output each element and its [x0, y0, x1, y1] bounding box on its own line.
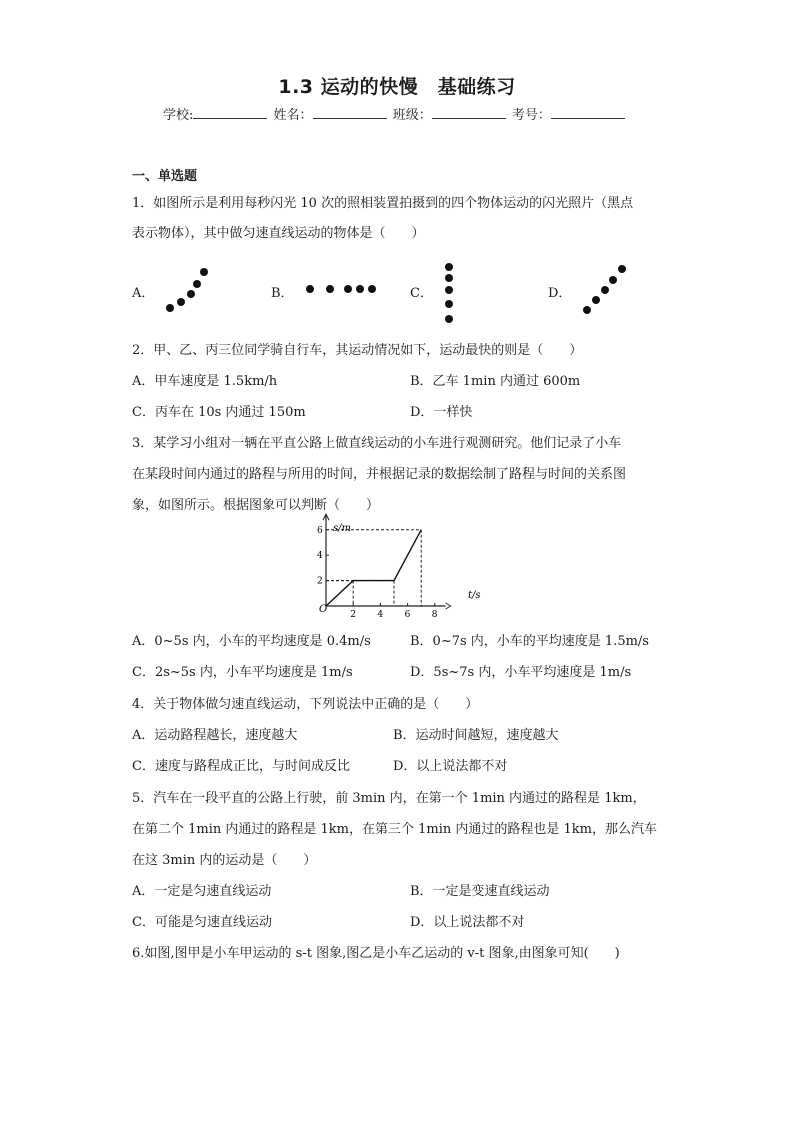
s-t-line — [326, 530, 421, 606]
q5-line2: 在第二个 1min 内通过的路程是 1km，在第三个 1min 内通过的路程也是 1km，那么汽车 — [132, 822, 658, 837]
q3-option-d[interactable]: D．5s~7s 内，小车平均速度是 1m/s — [410, 665, 632, 680]
q1-line1: 1．如图所示是利用每秒闪光 10 次的照相装置拍摄到的四个物体运动的闪光照片（黑点 — [132, 196, 634, 211]
q4-option-c[interactable]: C．速度与路程成正比，与时间成反比 — [132, 759, 350, 774]
q2-stem: 2．甲、乙、丙三位同学骑自行车，其运动情况如下，运动最快的则是（ ） — [132, 343, 583, 358]
y-tick-label: 2 — [317, 576, 323, 587]
y-tick-label: 6 — [317, 525, 323, 536]
y-axis-label: s/m — [333, 523, 351, 534]
x-axis-arrow — [446, 603, 451, 609]
q5-line1: 5．汽车在一段平直的公路上行驶，前 3min 内，在第一个 1min 内通过的路程是 1km， — [132, 791, 646, 806]
q1-line2: 表示物体），其中做匀速直线运动的物体是（ ） — [132, 226, 425, 241]
q6-stem: 6.如图,图甲是小车甲运动的 s-t 图象,图乙是小车乙运动的 v-t 图象,由图象可知( ) — [132, 946, 620, 961]
q3-option-c[interactable]: C．2s~5s 内，小车平均速度是 1m/s — [132, 665, 353, 680]
q2-option-c[interactable]: C．丙车在 10s 内通过 150m — [132, 405, 306, 420]
exam-no-label: 考号： — [511, 108, 551, 123]
q3-option-a[interactable]: A．0~5s 内，小车的平均速度是 0.4m/s — [132, 634, 371, 649]
q2-option-b[interactable]: B．乙车 1min 内通过 600m — [410, 374, 581, 389]
page-title: 1.3 运动的快慢 基础练习 — [278, 76, 516, 98]
x-tick-label: 8 — [431, 610, 438, 620]
section-heading: 一、单选题 — [132, 169, 198, 184]
y-tick-label: 4 — [317, 551, 323, 562]
q3-option-b[interactable]: B．0~7s 内，小车的平均速度是 1.5m/s — [410, 634, 649, 649]
q5-option-b[interactable]: B．一定是变速直线运动 — [410, 884, 550, 899]
chart-guides — [326, 530, 421, 606]
q1-option-c-label: C． — [410, 286, 433, 301]
name-label: 姓名： — [273, 108, 313, 123]
q4-option-d[interactable]: D．以上说法都不对 — [393, 759, 508, 774]
x-axis-label: t/s — [468, 590, 481, 601]
school-label: 学校: — [163, 108, 194, 123]
q1-option-b-label: B． — [271, 286, 294, 301]
q3-line1: 3．某学习小组对一辆在平直公路上做直线运动的小车进行观测研究。他们记录了小车 — [132, 436, 622, 451]
x-tick-label: 6 — [404, 610, 411, 620]
q4-option-b[interactable]: B．运动时间越短，速度越大 — [393, 728, 559, 743]
q5-option-d[interactable]: D．以上说法都不对 — [410, 915, 525, 930]
q2-option-a[interactable]: A．甲车速度是 1.5km/h — [132, 374, 278, 389]
q1-option-a-label: A． — [132, 286, 155, 301]
origin-label: O — [319, 604, 328, 615]
q4-option-a[interactable]: A．运动路程越长，速度越大 — [132, 728, 298, 743]
q5-option-a[interactable]: A．一定是匀速直线运动 — [132, 884, 272, 899]
x-tick-label: 4 — [377, 610, 384, 620]
q5-option-c[interactable]: C．可能是匀速直线运动 — [132, 915, 272, 930]
class-blank[interactable] — [432, 106, 506, 119]
x-tick-label: 2 — [350, 610, 356, 620]
q2-option-d[interactable]: D．一样快 — [410, 405, 473, 420]
student-info-row — [163, 104, 627, 123]
class-label: 班级： — [392, 108, 432, 123]
exam-no-blank[interactable] — [551, 106, 625, 119]
s-t-chart — [312, 522, 487, 622]
q3-line2: 在某段时间内通过的路程与所用的时间，并根据记录的数据绘制了路程与时间的关系图 — [132, 467, 627, 482]
q3-line3: 象，如图所示。根据图象可以判断（ ） — [132, 498, 380, 513]
chart-series — [326, 530, 421, 606]
q5-line3: 在这 3min 内的运动是（ ） — [132, 853, 317, 868]
name-blank[interactable] — [313, 106, 387, 119]
q4-stem: 4．关于物体做匀速直线运动，下列说法中正确的是（ ） — [132, 697, 479, 712]
q1-option-d-label: D． — [548, 286, 572, 301]
school-blank[interactable] — [193, 106, 267, 119]
